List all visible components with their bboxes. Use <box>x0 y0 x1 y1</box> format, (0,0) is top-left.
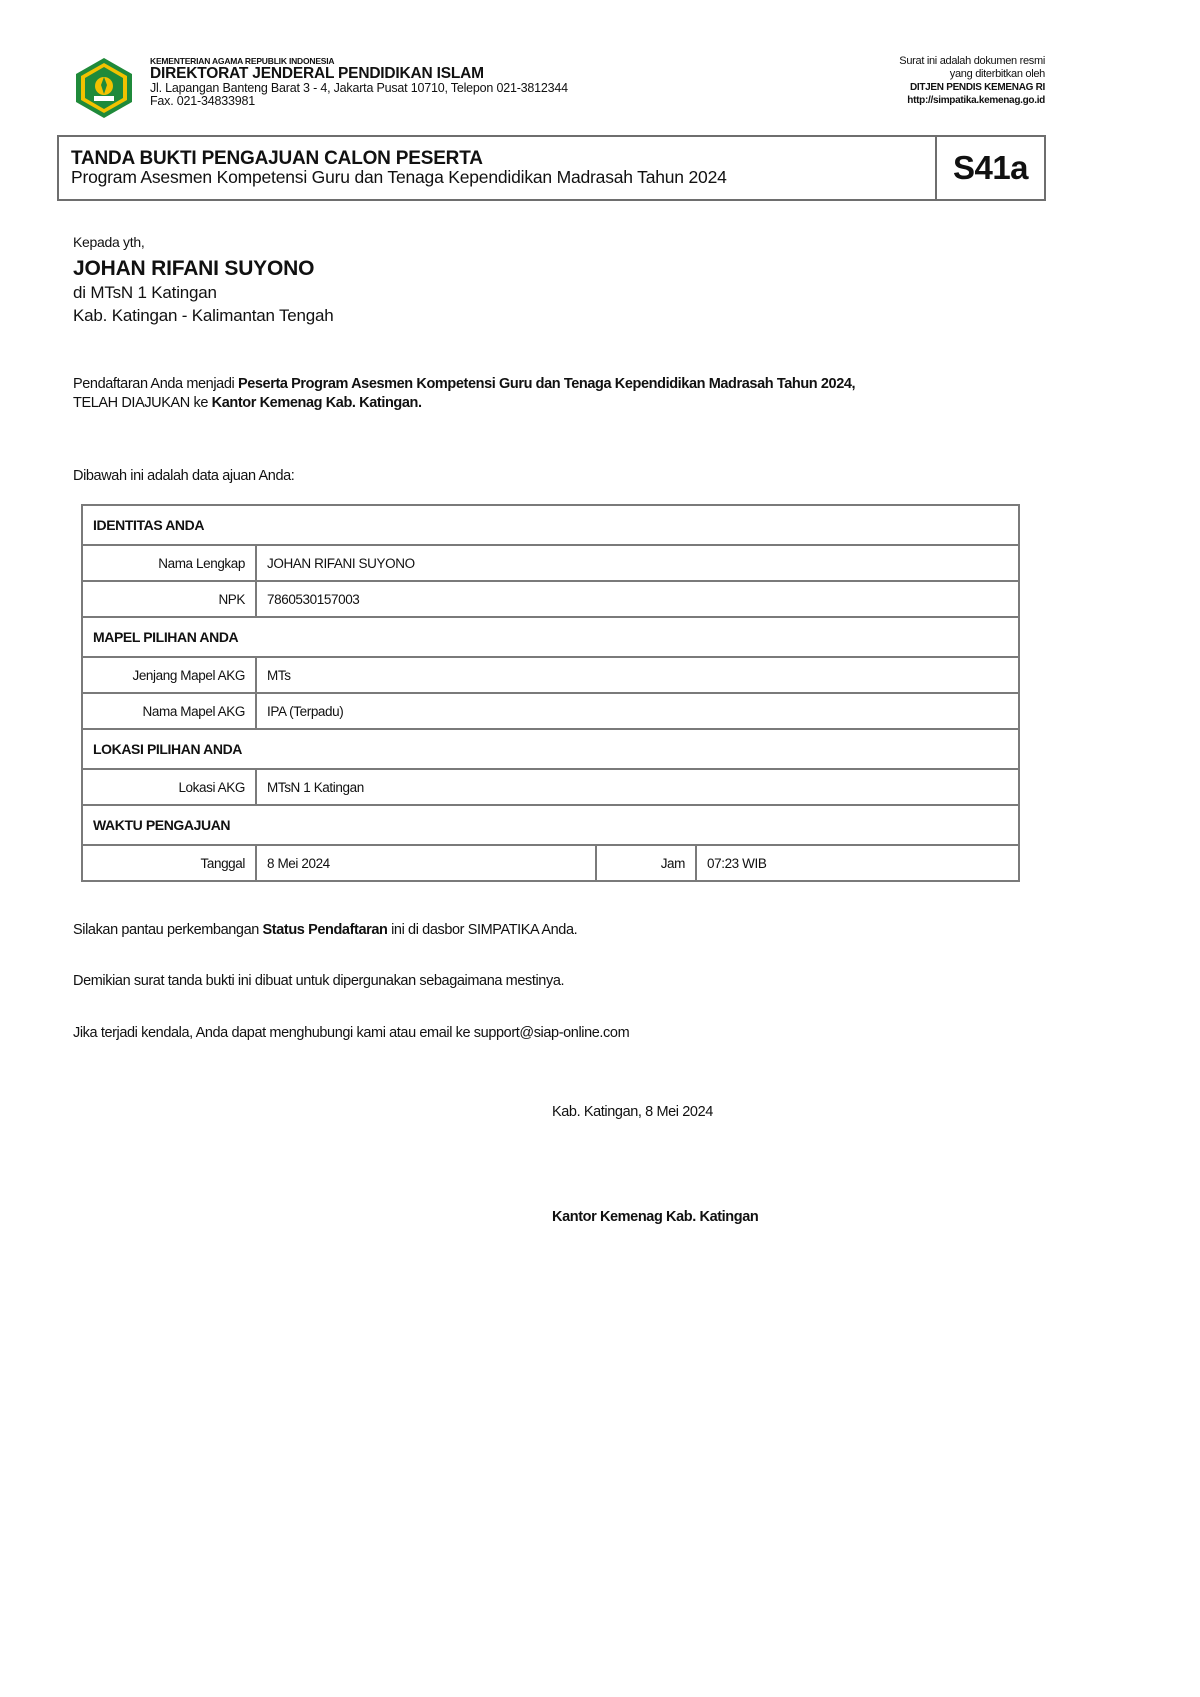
note-url: http://simpatika.kemenag.go.id <box>907 95 1045 106</box>
jenjang-value: MTs <box>256 657 1019 693</box>
recipient-region: Kab. Katingan - Kalimantan Tengah <box>73 306 334 325</box>
recipient-school: di MTsN 1 Katingan <box>73 283 217 302</box>
submission-data-table <box>81 504 1020 882</box>
intro-paragraph <box>73 375 1033 413</box>
kemenag-emblem-icon <box>72 56 136 120</box>
address-line: Jl. Lapangan Banteng Barat 3 - 4, Jakarta Pusat 10710, Telepon 021-3812344 <box>150 81 568 95</box>
section-row <box>82 505 1019 545</box>
section-mapel: MAPEL PILIHAN ANDA <box>82 617 1019 657</box>
status-term: Status Pendaftaran <box>262 922 388 938</box>
signatory: Kantor Kemenag Kab. Katingan <box>552 1209 759 1225</box>
npk-value: 7860530157003 <box>256 581 1019 617</box>
monitor-suffix: ini di dasbor SIMPATIKA Anda. <box>387 922 578 938</box>
intro-line-1 <box>73 375 1033 394</box>
section-row <box>82 805 1019 845</box>
table-row <box>82 545 1019 581</box>
ministry-name: KEMENTERIAN AGAMA REPUBLIK INDONESIA <box>150 56 335 66</box>
intro-prefix: Pendaftaran Anda menjadi <box>73 376 238 392</box>
section-waktu: WAKTU PENGAJUAN <box>82 805 1019 845</box>
title-box <box>57 135 1046 201</box>
note-issuer: DITJEN PENDIS KEMENAG RI <box>909 82 1045 93</box>
form-code: S41a <box>935 137 1044 199</box>
note-line-2: yang diterbitkan oleh <box>949 68 1045 80</box>
lokasi-value: MTsN 1 Katingan <box>256 769 1019 805</box>
monitor-instruction <box>73 922 577 938</box>
name-value: JOHAN RIFANI SUYONO <box>256 545 1019 581</box>
tanggal-value: 8 Mei 2024 <box>256 845 596 881</box>
submitted-office: Kantor Kemenag Kab. Katingan. <box>211 395 422 411</box>
directorate-name: DIREKTORAT JENDERAL PENDIDIKAN ISLAM <box>150 65 484 82</box>
place-date: Kab. Katingan, 8 Mei 2024 <box>552 1104 713 1120</box>
table-row <box>82 657 1019 693</box>
table-row <box>82 581 1019 617</box>
jam-value: 07:23 WIB <box>696 845 1019 881</box>
letterhead <box>150 56 568 108</box>
submitted-prefix: TELAH DIAJUKAN ke <box>73 395 212 411</box>
document-subtitle: Program Asesmen Kompetensi Guru dan Tenaga Kependidikan Madrasah Tahun 2024 <box>71 167 727 187</box>
section-row <box>82 729 1019 769</box>
name-label: Nama Lengkap <box>82 545 256 581</box>
data-intro-text: Dibawah ini adalah data ajuan Anda: <box>73 468 295 484</box>
document-title: TANDA BUKTI PENGAJUAN CALON PESERTA <box>71 148 483 169</box>
monitor-prefix: Silakan pantau perkembangan <box>73 922 263 938</box>
statement-text: Demikian surat tanda bukti ini dibuat untuk dipergunakan sebagaimana mestinya. <box>73 973 565 989</box>
intro-line-2 <box>73 394 1033 413</box>
program-name: Peserta Program Asesmen Kompetensi Guru dan Tenaga Kependidikan Madrasah Tahun 2024, <box>237 376 856 392</box>
jenjang-label: Jenjang Mapel AKG <box>82 657 256 693</box>
contact-text: Jika terjadi kendala, Anda dapat menghubungi kami atau email ke support@siap-online.com <box>73 1025 630 1041</box>
mapel-label: Nama Mapel AKG <box>82 693 256 729</box>
official-document-note <box>899 55 1045 107</box>
npk-label: NPK <box>82 581 256 617</box>
section-identity: IDENTITAS ANDA <box>82 505 1019 545</box>
tanggal-label: Tanggal <box>82 845 256 881</box>
section-row <box>82 617 1019 657</box>
section-lokasi: LOKASI PILIHAN ANDA <box>82 729 1019 769</box>
lokasi-label: Lokasi AKG <box>82 769 256 805</box>
table-row <box>82 693 1019 729</box>
table-row <box>82 845 1019 881</box>
salutation: Kepada yth, <box>73 234 145 250</box>
note-line-1: Surat ini adalah dokumen resmi <box>899 55 1045 67</box>
mapel-value: IPA (Terpadu) <box>256 693 1019 729</box>
fax-line: Fax. 021-34833981 <box>150 94 256 108</box>
jam-label: Jam <box>596 845 696 881</box>
table-row <box>82 769 1019 805</box>
recipient-name: JOHAN RIFANI SUYONO <box>73 257 315 280</box>
